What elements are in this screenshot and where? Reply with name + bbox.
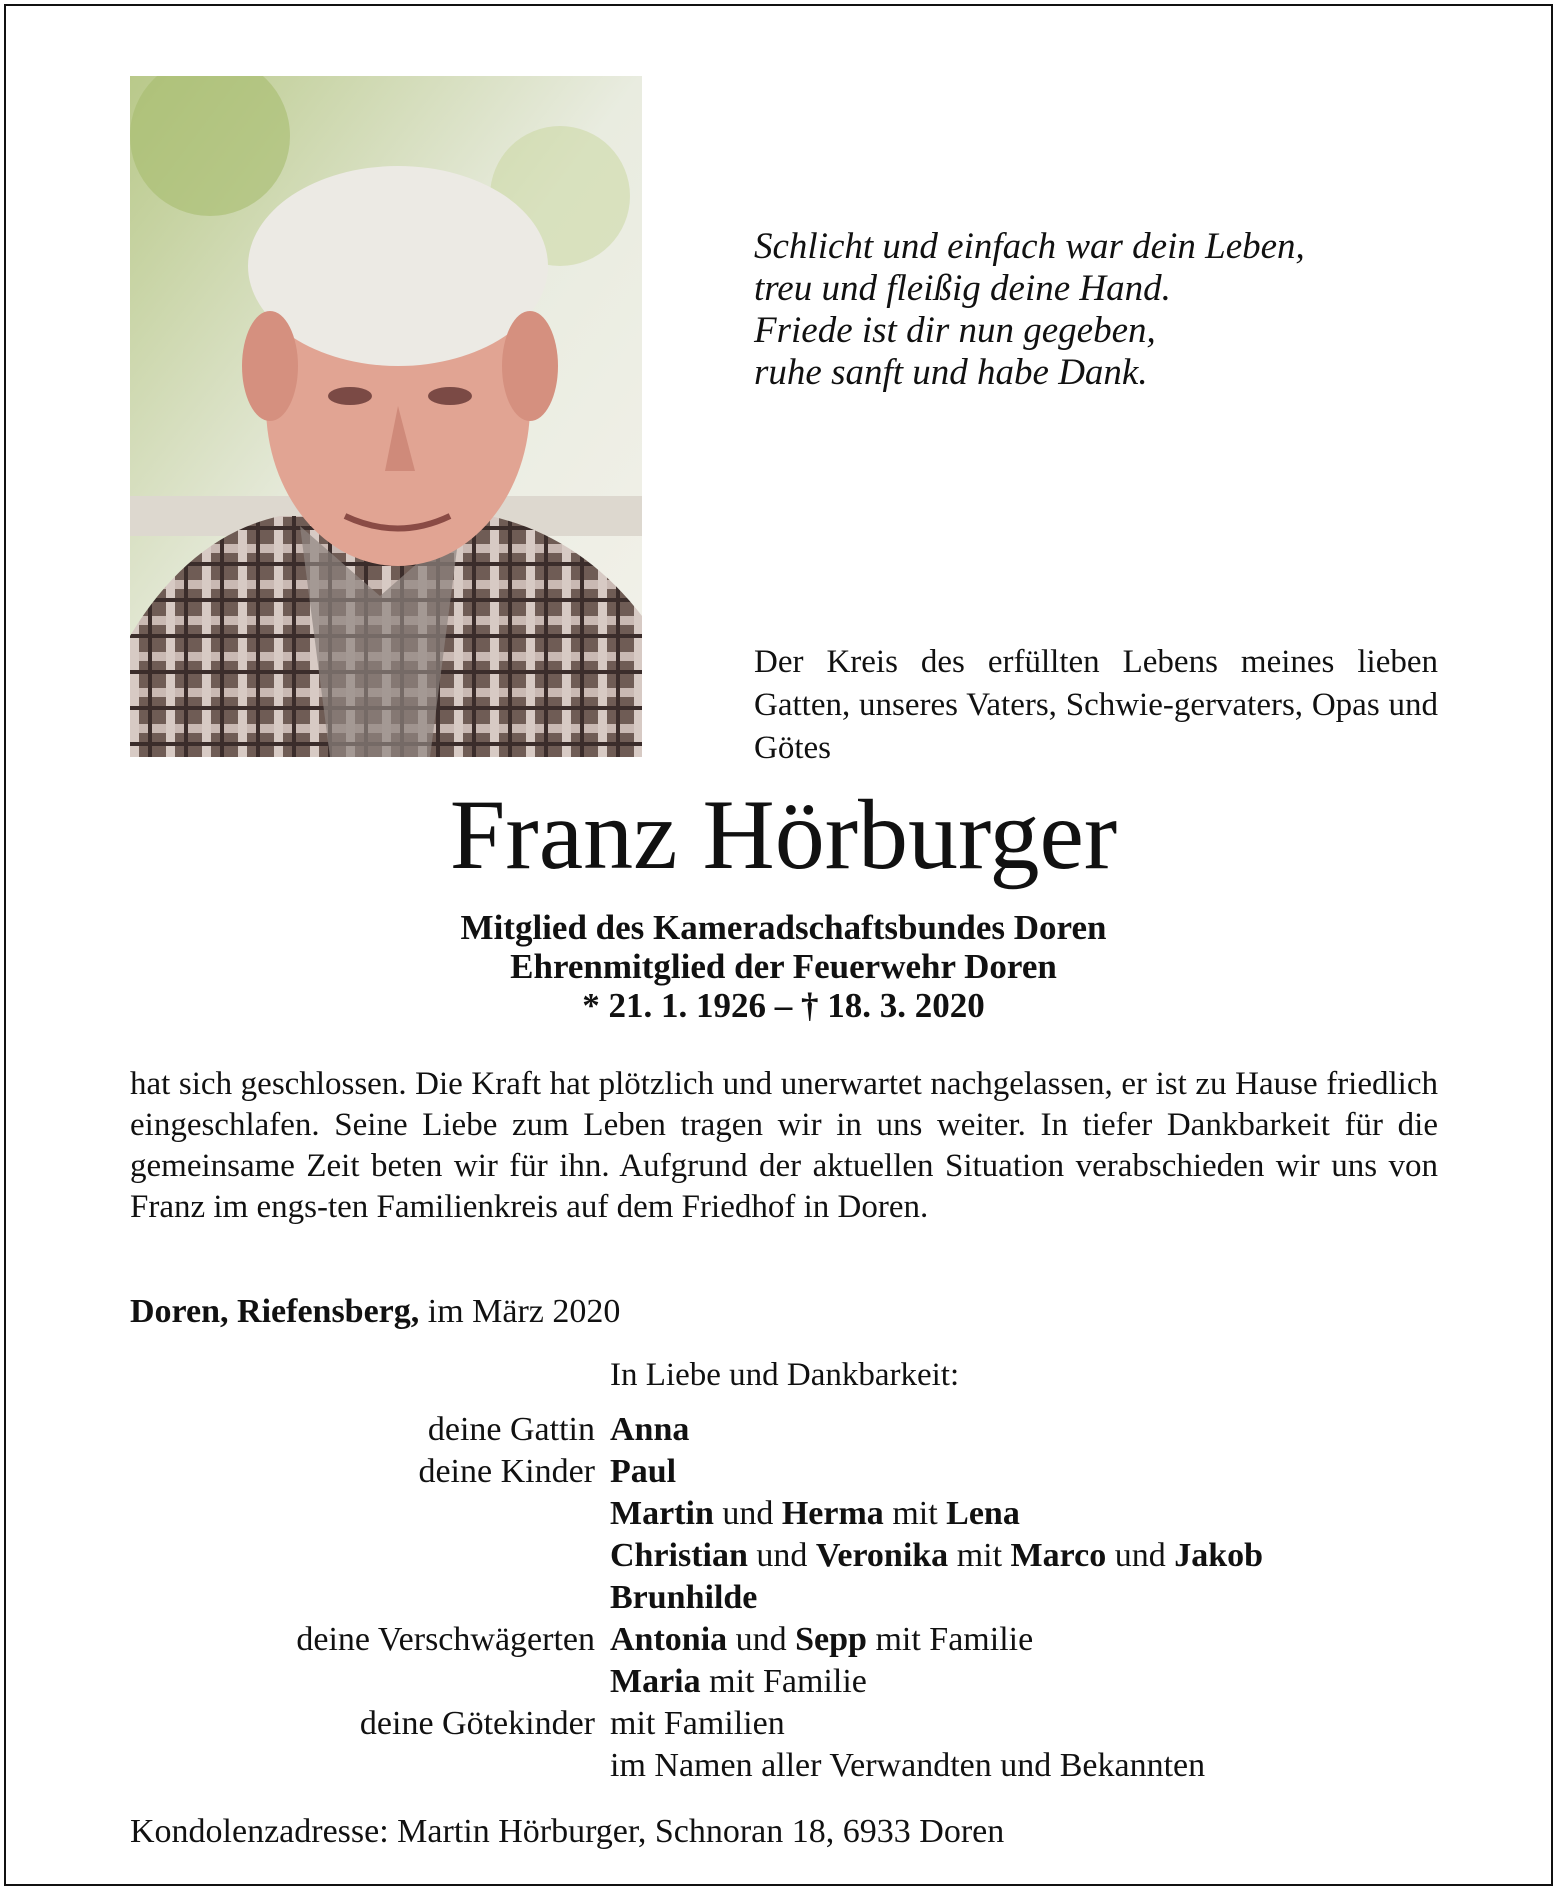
intro-text: Der Kreis des erfüllten Lebens meines lieben Gatten, unseres Vaters, Schwie-gervaters, Opas und Götes (754, 644, 1438, 766)
mourner-connector: mit Familie (700, 1663, 867, 1700)
mourner-name: Brunhilde (610, 1579, 758, 1616)
mourner-names (610, 1661, 867, 1703)
mourner-row (130, 1745, 1450, 1787)
mourner-relation (130, 1745, 610, 1787)
place-location: Doren, Riefensberg, (130, 1293, 420, 1330)
mourner-name: Veronika (815, 1537, 949, 1574)
mourner-row (130, 1661, 1450, 1703)
mourner-names (610, 1451, 676, 1493)
mourner-relation: deine Verschwägerten (296, 1621, 595, 1658)
honor-line: Mitglied des Kameradschaftsbundes Doren (460, 908, 1107, 947)
poem-line: Friede ist dir nun gegeben, (754, 310, 1156, 351)
mourner-row (130, 1535, 1450, 1577)
mourner-connector: im Namen aller Verwandten und Bekannten (610, 1747, 1206, 1784)
poem-line: ruhe sanft und habe Dank. (754, 352, 1148, 393)
mourner-connector: und (727, 1621, 796, 1658)
mourner-relation (130, 1661, 610, 1703)
mourner-row (130, 1451, 1450, 1493)
mourner-row (130, 1619, 1450, 1661)
place-date (130, 1291, 620, 1333)
poem-line: treu und fleißig deine Hand. (754, 268, 1171, 309)
honor-line: Ehrenmitglied der Feuerwehr Doren (510, 947, 1057, 986)
place-date-text: im März 2020 (427, 1293, 621, 1330)
mourner-name: Paul (610, 1453, 677, 1490)
mourner-name: Jakob (1174, 1537, 1264, 1574)
mourner-relation (130, 1577, 610, 1619)
mourner-relation (130, 1535, 610, 1577)
mourner-relation (130, 1493, 610, 1535)
mourner-names (610, 1703, 785, 1745)
mourner-name: Lena (946, 1495, 1020, 1532)
mourner-name: Herma (781, 1495, 884, 1532)
mourner-row (130, 1577, 1450, 1619)
mourner-name: Martin (610, 1495, 714, 1532)
body-text: hat sich geschlossen. Die Kraft hat plötzlich und unerwartet nachgelassen, er ist zu Hause friedlich eingeschlafen. Seine Liebe zum Leben tragen wir in uns weiter. In tiefer Dankbarkeit für die gemeinsame Zeit beten wir für ihn. Aufgrund der aktuellen Situation verabschieden wir uns von Franz im engs-ten Familienkreis auf dem Friedhof in Doren. (130, 1066, 1438, 1225)
mourner-relation: deine Götekinder (359, 1705, 595, 1742)
mourner-name: Christian (610, 1537, 748, 1574)
honors-block (0, 908, 1567, 1025)
mourner-row (130, 1493, 1450, 1535)
mourner-names (610, 1619, 1033, 1661)
mourner-relation: deine Gattin (427, 1411, 595, 1448)
mourner-connector: mit (883, 1495, 947, 1532)
mourner-name: Anna (610, 1411, 690, 1448)
mourner-names (610, 1409, 689, 1451)
mourner-connector: und (713, 1495, 782, 1532)
mourner-name: Marco (1010, 1537, 1107, 1574)
poem (754, 226, 1305, 394)
portrait-image (130, 76, 642, 757)
thanks-heading: In Liebe und Dankbarkeit: (610, 1357, 960, 1393)
mourner-names (610, 1745, 1205, 1787)
mourners-list (130, 1409, 1450, 1787)
mourner-connector: und (1106, 1537, 1175, 1574)
mourner-name: Antonia (610, 1621, 728, 1658)
condolence-address: Kondolenzadresse: Martin Hörburger, Schnoran 18, 6933 Doren (130, 1813, 1005, 1850)
portrait-photo (130, 76, 642, 757)
mourner-connector: mit Familien (610, 1705, 785, 1742)
mourner-name: Sepp (795, 1621, 867, 1658)
mourner-connector: und (747, 1537, 816, 1574)
mourner-names (610, 1493, 1020, 1535)
mourner-row (130, 1409, 1450, 1451)
mourner-row (130, 1703, 1450, 1745)
mourner-name: Maria (610, 1663, 701, 1700)
poem-line: Schlicht und einfach war dein Leben, (754, 226, 1305, 267)
mourner-connector: mit Familie (866, 1621, 1034, 1658)
mourner-names (610, 1535, 1263, 1577)
mourner-connector: mit (948, 1537, 1011, 1574)
life-dates: * 21. 1. 1926 – † 18. 3. 2020 (582, 986, 985, 1025)
mourner-relation: deine Kinder (418, 1453, 595, 1490)
deceased-name: Franz Hörburger (449, 779, 1118, 890)
mourner-names (610, 1577, 757, 1619)
